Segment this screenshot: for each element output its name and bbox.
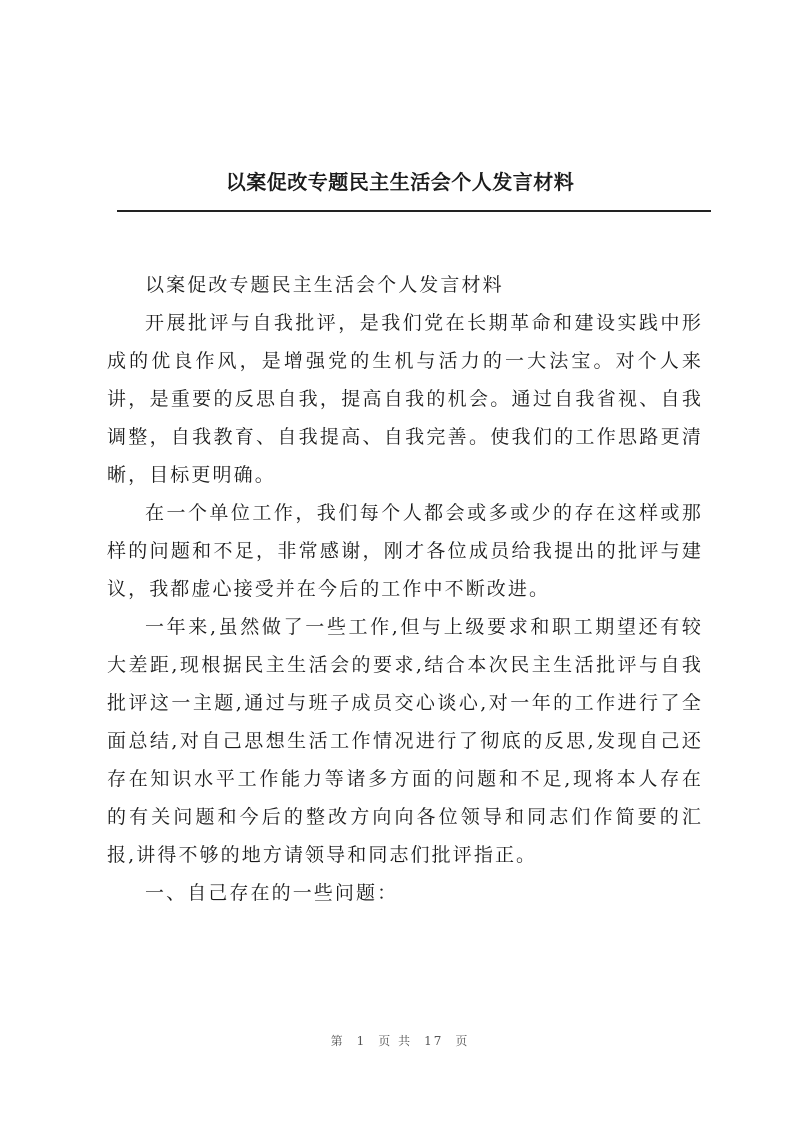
title-divider <box>117 210 711 212</box>
body-paragraph: 一年来,虽然做了一些工作,但与上级要求和职工期望还有较大差距,现根据民主生活会的要求,结合本次民主生活批评与自我批评这一主题,通过与班子成员交心谈心,对一年的工作进行了全面总结,对自己思想生活工作情况进行了彻底的反思,发现自己还存在知识水平工作能力等诸多方面的问题和不足,现将本人存在的有关问题和今后的整改方向向各位领导和同志们作简要的汇报,讲得不够的地方请领导和同志们批评指正。 <box>107 616 703 866</box>
footer-suffix: 页 <box>455 1034 470 1048</box>
footer-prefix: 第 <box>330 1034 345 1048</box>
body-paragraph: 以案促改专题民主生活会个人发言材料 <box>145 274 504 296</box>
footer-middle: 页 共 <box>378 1034 413 1048</box>
page-footer <box>0 1032 800 1049</box>
body-paragraph: 在一个单位工作，我们每个人都会或多或少的存在这样或那样的问题和不足，非常感谢，刚才各位成员给我提出的批评与建议，我都虚心接受并在今后的工作中不断改进。 <box>107 502 703 600</box>
section-heading: 一、自己存在的一些问题： <box>145 882 399 904</box>
total-page-count: 17 <box>424 1034 444 1048</box>
document-title: 以案促改专题民主生活会个人发言材料 <box>225 170 575 194</box>
document-body <box>107 266 703 912</box>
body-paragraph: 开展批评与自我批评，是我们党在长期革命和建设实践中形成的优良作风，是增强党的生机与活力的一大法宝。对个人来讲，是重要的反思自我，提高自我的机会。通过自我省视、自我调整，自我教育、自我提高、自我完善。使我们的工作思路更清晰，目标更明确。 <box>107 312 703 486</box>
current-page-number: 1 <box>356 1034 367 1048</box>
